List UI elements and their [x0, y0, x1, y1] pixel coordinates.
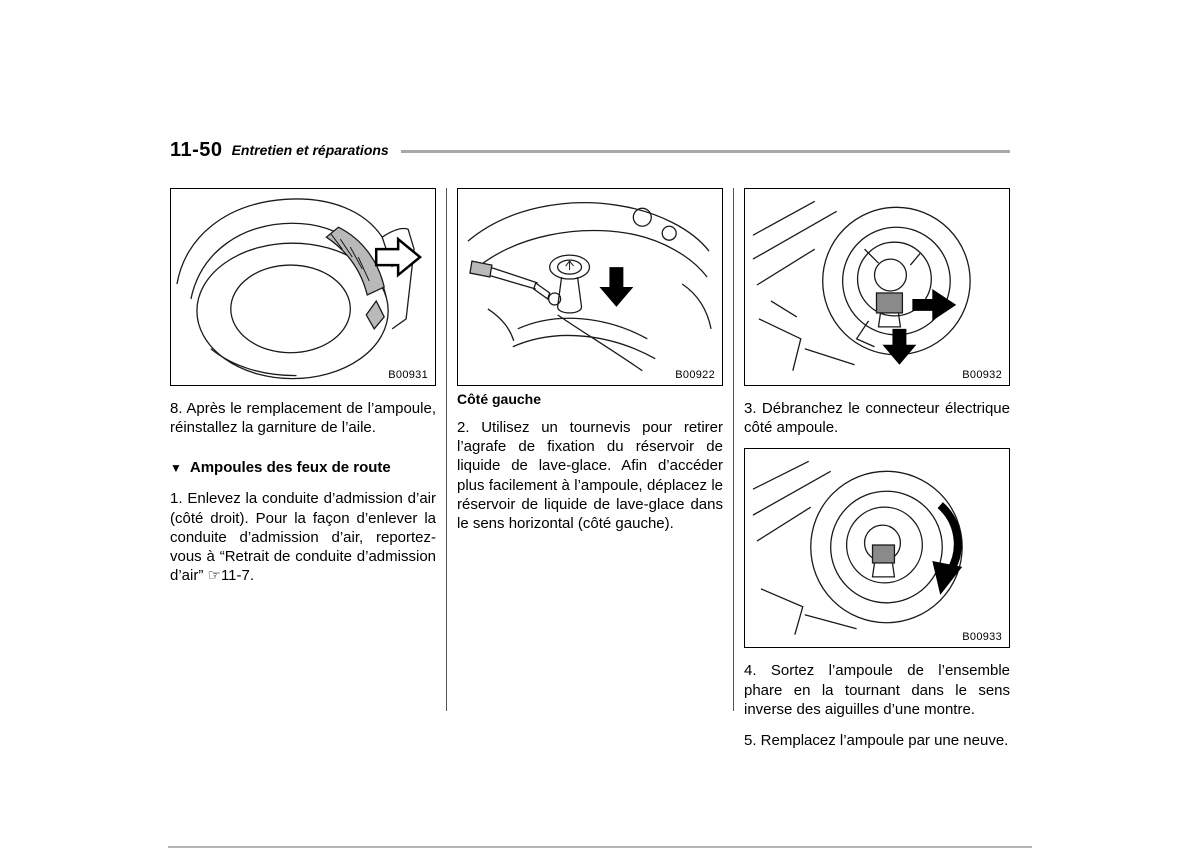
- section-title: Entretien et réparations: [231, 142, 389, 158]
- figure-caption: Côté gauche: [457, 391, 542, 407]
- headlight-bulb-illustration: [745, 449, 1009, 647]
- column-divider-2: [733, 188, 734, 711]
- step-1: 1. Enlevez la conduite d’admission d’air (côté droit). Pour la façon d’enlever la conduite d’admission d’air, reportez-vous à “Retrait de conduite d’admission d’air” ☞11-7.: [170, 490, 436, 585]
- content-columns: [170, 188, 1010, 750]
- triangle-marker-icon: ▼: [170, 461, 182, 476]
- page-header: [170, 138, 1010, 162]
- down-arrow-icon: [599, 267, 633, 307]
- figure-fender-liner: [170, 188, 436, 386]
- step-2: 2. Utilisez un tournevis pour retirer l’agrafe de fixation du réservoir de liquide de lave-glace. Afin d’accéder plus facilement à l’ampoule, déplacez le réservoir de liquide de lave-glace dans le sens horizontal (côté gauche).: [457, 419, 723, 532]
- step-4: 4. Sortez l’ampoule de l’ensemble phare en la tournant dans le sens inverse des aiguilles d’une montre.: [744, 662, 1010, 718]
- right-arrow-icon: [912, 289, 956, 321]
- fender-liner-illustration: [171, 189, 435, 385]
- headlight-connector-illustration: [745, 189, 1009, 385]
- subsection-heading: [170, 459, 436, 476]
- figure-headlight-connector: [744, 188, 1010, 386]
- column-3: [744, 188, 1010, 750]
- rotate-arrowhead-icon: [932, 561, 962, 595]
- step-3: 3. Débranchez le connecteur électrique côté ampoule.: [744, 400, 1010, 437]
- figure-code: B00922: [672, 369, 715, 381]
- page-number: 11-50: [170, 138, 223, 161]
- washer-reservoir-illustration: [458, 189, 722, 385]
- column-1: [170, 188, 436, 585]
- figure-washer-reservoir: [457, 188, 723, 386]
- figure-code: B00933: [959, 631, 1002, 643]
- bottom-rule: [168, 846, 1032, 848]
- header-rule: [401, 150, 1010, 153]
- figure-code: B00932: [959, 369, 1002, 381]
- step-8: 8. Après le remplacement de l’ampoule, réinstallez la garniture de l’aile.: [170, 400, 436, 437]
- figure-headlight-bulb: [744, 448, 1010, 648]
- figure-code: B00931: [385, 369, 428, 381]
- subsection-title: Ampoules des feux de route: [189, 459, 391, 477]
- column-2: [457, 188, 723, 533]
- manual-page: [170, 138, 1010, 750]
- column-divider-1: [446, 188, 447, 711]
- direction-arrow-icon: [376, 239, 420, 275]
- step-5: 5. Remplacez l’ampoule par une neuve.: [744, 731, 1009, 749]
